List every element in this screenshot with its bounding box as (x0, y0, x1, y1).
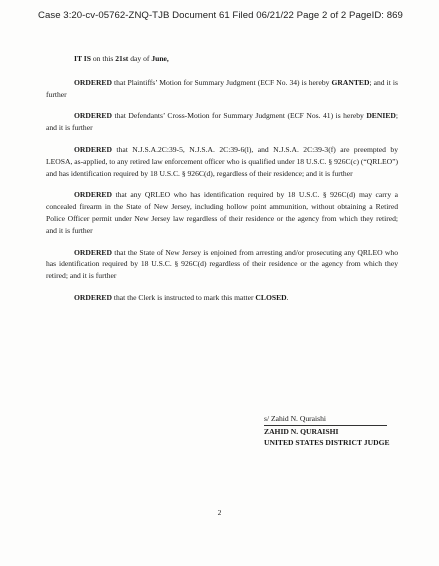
signature-block (264, 413, 424, 449)
case-header: Case 3:20-cv-05762-ZNQ-TJB Document 61 Filed 06/21/22 Page 2 of 2 PageID: 869 (38, 10, 403, 21)
order-paragraph-carry: ORDERED that any QRLEO who has identification required by 18 U.S.C. § 926C(d) may carry a concealed firearm in the State of New Jersey, including hollow point ammunition, without obtaining a Retired Police Officer permit under New Jersey law regardless of their residence or the agency from which they retired; and it is further (46, 190, 398, 235)
order-body (46, 53, 398, 314)
order-paragraph-preempted: ORDERED that N.J.S.A.2C:39-5, N.J.S.A. 2C:39-6(l), and N.J.S.A. 2C:39-3(f) are preempted by LEOSA, as-applied, to any retired law enforcement officer who is qualified under 18 U.S.C. § 926C(c) (“QRLEO”) and has identification required by 18 U.S.C. § 926C(d), regardless of their residence; and it is further (46, 144, 398, 178)
order-paragraph-enjoined: ORDERED that the State of New Jersey is enjoined from arresting and/or prosecuting any QRLEO who has identification required by 18 U.S.C. § 926C(d) regardless of their residence or the agency from which they retired; and it is further (46, 247, 398, 281)
order-paragraph-denied: ORDERED that Defendants’ Cross-Motion for Summary Judgment (ECF Nos. 41) is hereby DENIED; and it is further (46, 111, 398, 133)
order-paragraph-granted: ORDERED that Plaintiffs’ Motion for Summary Judgment (ECF No. 34) is hereby GRANTED; and it is further (46, 77, 398, 99)
judge-name: ZAHID N. QURAISHI (264, 426, 339, 436)
page-number: 2 (217, 508, 222, 517)
order-date-paragraph: IT IS on this 21st day of June, (74, 54, 169, 63)
judge-title: UNITED STATES DISTRICT JUDGE (264, 438, 390, 448)
order-paragraph-closed: ORDERED that the Clerk is instructed to mark this matter CLOSED. (74, 292, 289, 302)
signature-line: s/ Zahid N. Quraishi (264, 413, 387, 426)
